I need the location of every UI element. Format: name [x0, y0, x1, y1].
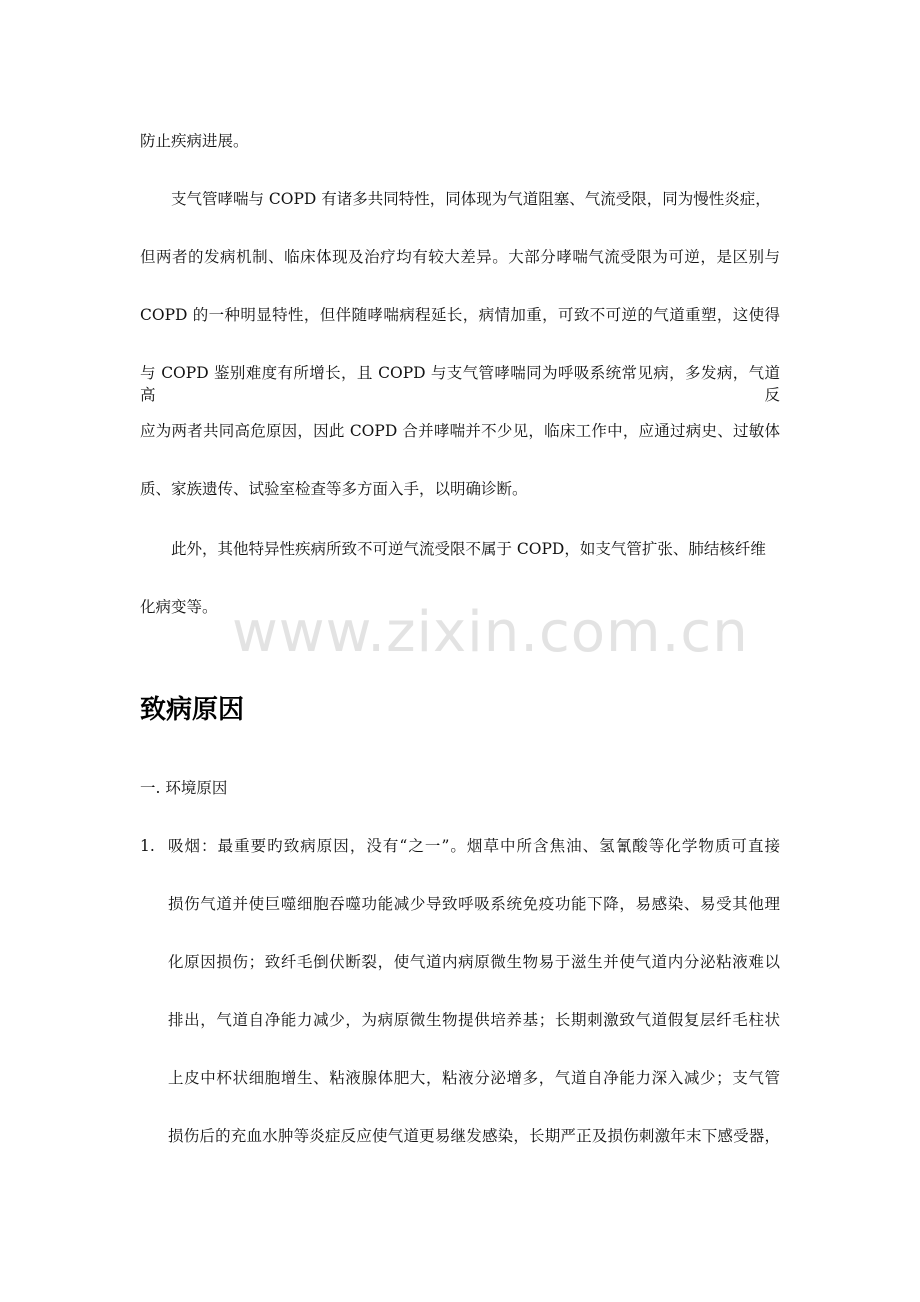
list-item-line: 上皮中杯状细胞增生、粘液腺体肥大，粘液分泌增多，气道自净能力深入减少；支气管: [168, 1069, 780, 1087]
paragraph-line: 但两者的发病机制、临床体现及治疗均有较大差异。大部分哮喘气流受限为可逆，是区别与: [140, 248, 780, 266]
list-item-number: 1.: [140, 837, 155, 855]
paragraph-line: 化病变等。: [140, 598, 218, 616]
list-item-line: 排出，气道自净能力减少，为病原微生物提供培养基；长期刺激致气道假复层纤毛柱状: [168, 1011, 780, 1029]
paragraph-line: COPD 的一种明显特性，但伴随哮喘病程延长，病情加重，可致不可逆的气道重塑，这使得: [140, 306, 780, 324]
paragraph-line: 支气管哮喘与 COPD 有诸多共同特性，同体现为气道阻塞、气流受限，同为慢性炎症，: [171, 190, 771, 208]
paragraph-line: 此外，其他特异性疾病所致不可逆气流受限不属于 COPD，如支气管扩张、肺结核纤维: [171, 540, 766, 558]
watermark: www.zixin.com.cn: [232, 600, 749, 665]
list-item-line: 损伤后的充血水肿等炎症反应使气道更易继发感染，长期严正及损伤刺激年末下感受器，: [168, 1127, 780, 1145]
list-item-line: 化原因损伤；致纤毛倒伏断裂，使气道内病原微生物易于滋生并使气道内分泌粘液难以: [168, 953, 780, 971]
section-title: 致病原因: [140, 695, 245, 725]
paragraph-line: 防止疾病进展。: [140, 132, 249, 150]
paragraph-line: 与 COPD 鉴别难度有所增长，且 COPD 与支气管哮喘同为呼吸系统常见病，多发病，气道高反: [140, 364, 780, 404]
paragraph-line: 质、家族遗传、试验室检查等多方面入手，以明确诊断。: [140, 480, 528, 498]
subsection-title: 一. 环境原因: [140, 779, 228, 797]
paragraph-line: 应为两者共同高危原因，因此 COPD 合并哮喘并不少见，临床工作中，应通过病史、过敏体: [140, 422, 780, 440]
list-item-line: 损伤气道并使巨噬细胞吞噬功能减少导致呼吸系统免疫功能下降，易感染、易受其他理: [168, 895, 780, 913]
list-item-line: 吸烟：最重要旳致病原因，没有“之一”。烟草中所含焦油、氢氰酸等化学物质可直接: [168, 837, 780, 855]
